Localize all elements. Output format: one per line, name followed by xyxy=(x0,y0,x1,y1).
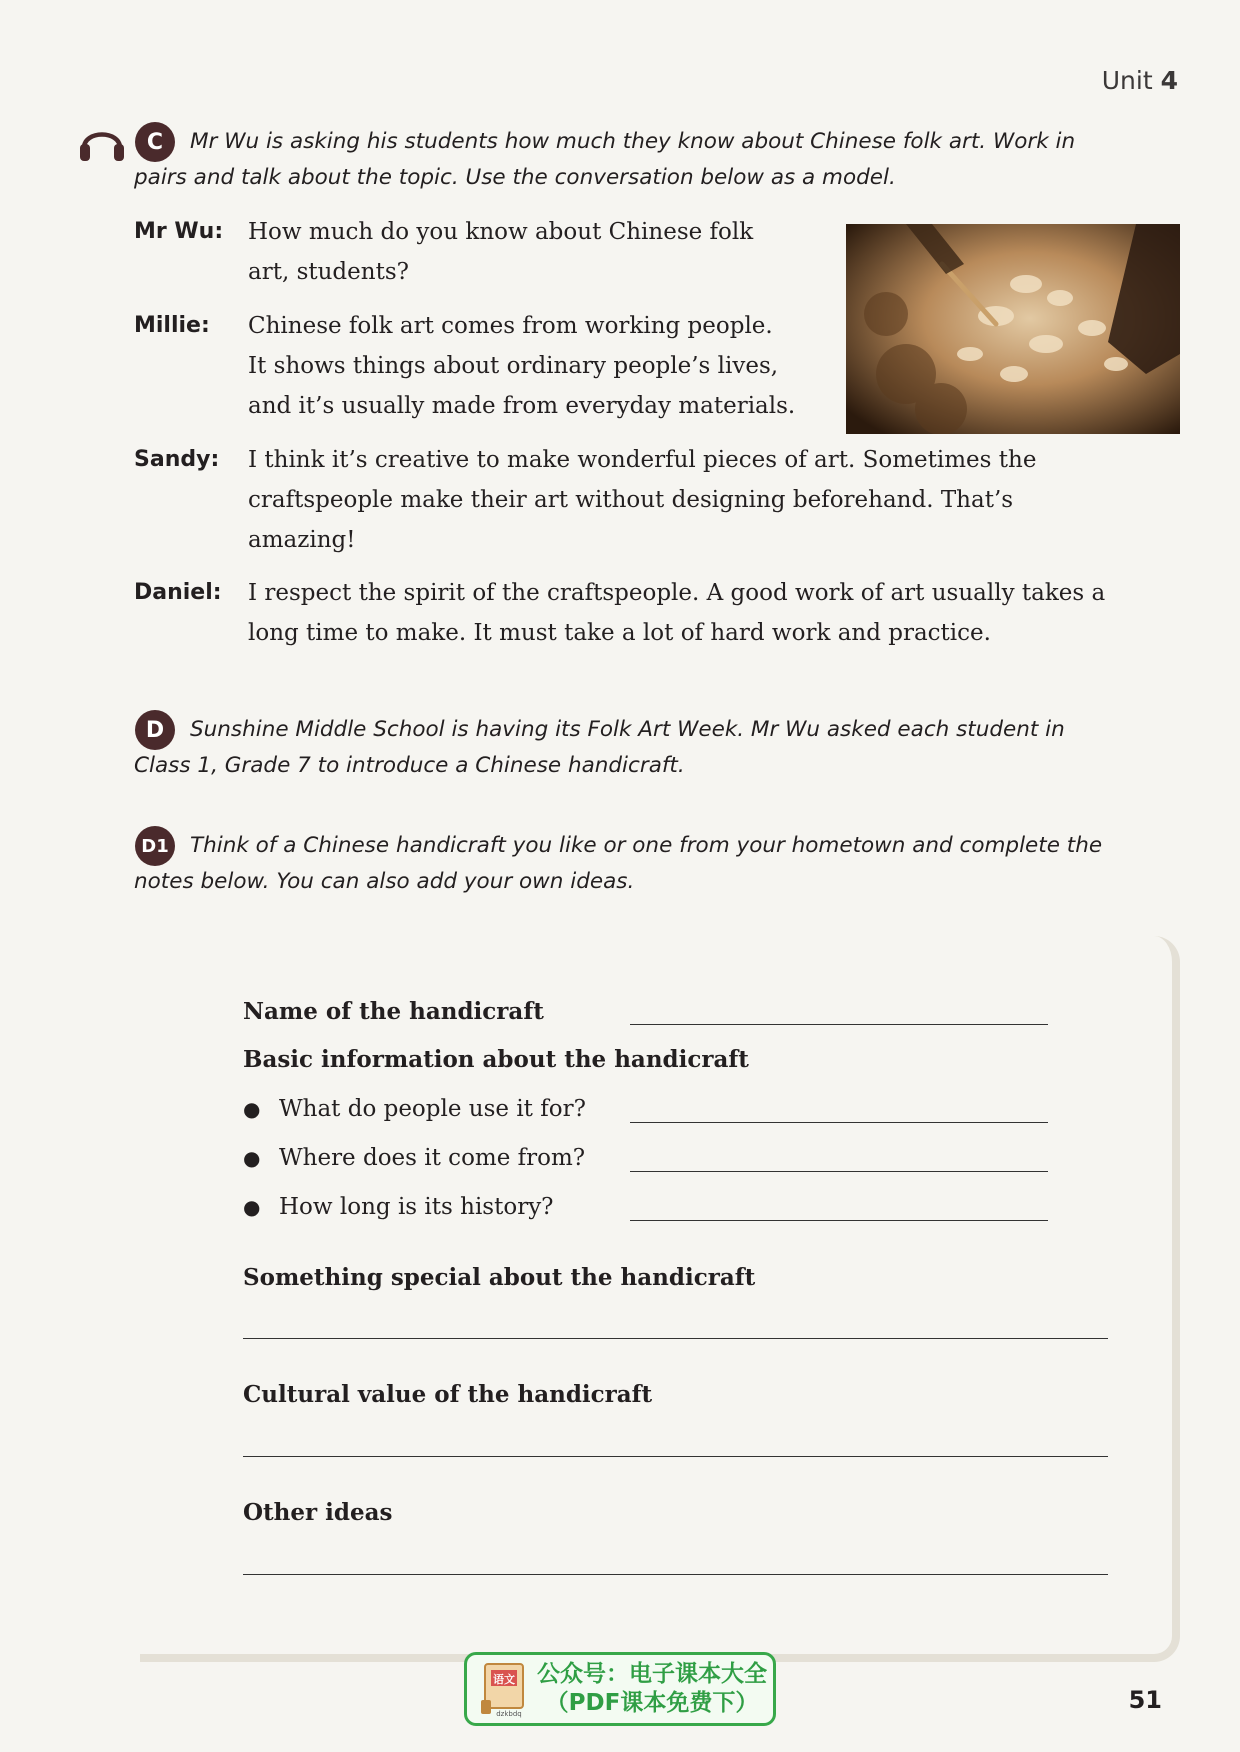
logo-text: 语文 xyxy=(493,1673,515,1686)
dialogue-line: Chinese folk art comes from working people. xyxy=(248,313,773,339)
unit-word: Unit xyxy=(1101,66,1153,95)
cultural-label: Cultural value of the handicraft xyxy=(243,1381,653,1408)
section-c-instruction-line2: pairs and talk about the topic. Use the conversation below as a model. xyxy=(134,165,896,190)
other-label: Other ideas xyxy=(243,1499,393,1526)
watermark-badge xyxy=(464,1652,776,1726)
unit-label xyxy=(1102,66,1178,95)
page-number: 51 xyxy=(1128,1686,1162,1714)
question-text: Where does it come from? xyxy=(279,1145,586,1171)
basic-info-label: Basic information about the handicraft xyxy=(243,1046,749,1073)
dialogue-line: amazing! xyxy=(248,527,356,553)
notes-box xyxy=(140,936,1180,1662)
special-label: Something special about the handicraft xyxy=(243,1264,756,1291)
name-blank[interactable] xyxy=(630,1024,1048,1025)
headphones-icon xyxy=(78,118,126,164)
cultural-blank[interactable] xyxy=(243,1456,1108,1457)
wood-carving-photo xyxy=(846,224,1180,434)
section-d1-instruction xyxy=(134,828,1174,900)
speaker-sandy: Sandy: xyxy=(134,447,220,472)
speaker-daniel: Daniel: xyxy=(134,580,222,605)
watermark-text xyxy=(531,1660,773,1718)
dialogue-line: art, students? xyxy=(248,259,409,285)
other-blank[interactable] xyxy=(243,1574,1108,1575)
question-history: ● How long is its history? xyxy=(243,1194,554,1220)
dialogue-line: It shows things about ordinary people’s lives, xyxy=(248,353,779,379)
use-blank[interactable] xyxy=(630,1122,1048,1123)
section-c-badge: C xyxy=(135,122,175,162)
unit-number: 4 xyxy=(1160,66,1178,95)
section-d-badge: D xyxy=(135,710,175,750)
question-use: ● What do people use it for? xyxy=(243,1096,586,1122)
dialogue-line: I think it’s creative to make wonderful pieces of art. Sometimes the xyxy=(248,447,1037,473)
dialogue-line: and it’s usually made from everyday materials. xyxy=(248,393,796,419)
name-label: Name of the handicraft xyxy=(243,998,544,1025)
speaker-mr-wu: Mr Wu: xyxy=(134,219,224,244)
section-d-instruction-line1: Sunshine Middle School is having its Folk Art Week. Mr Wu asked each student in xyxy=(190,717,1065,742)
watermark-line1: 公众号：电子课本大全 xyxy=(537,1661,767,1687)
question-text: How long is its history? xyxy=(279,1194,554,1220)
dialogue-line: I respect the spirit of the craftspeople. A good work of art usually takes a xyxy=(248,580,1106,606)
section-c-instruction xyxy=(134,124,1174,196)
dialogue-line: craftspeople make their art without designing beforehand. That’s xyxy=(248,487,1014,513)
speaker-millie: Millie: xyxy=(134,313,210,338)
section-d-instruction-line2: Class 1, Grade 7 to introduce a Chinese handicraft. xyxy=(134,753,685,778)
book-logo-icon xyxy=(479,1660,531,1718)
section-d-instruction xyxy=(134,712,1174,784)
origin-blank[interactable] xyxy=(630,1171,1048,1172)
section-c-instruction-line1: Mr Wu is asking his students how much they know about Chinese folk art. Work in xyxy=(190,129,1076,154)
watermark-line2: （PDF课本免费下） xyxy=(545,1690,759,1716)
dialogue-line: How much do you know about Chinese folk xyxy=(248,219,754,245)
dialogue-line: long time to make. It must take a lot of hard work and practice. xyxy=(248,620,991,646)
section-d1-instruction-line2: notes below. You can also add your own ideas. xyxy=(134,869,635,894)
section-d1-badge: D1 xyxy=(135,826,175,866)
special-blank[interactable] xyxy=(243,1338,1108,1339)
section-d1-instruction-line1: Think of a Chinese handicraft you like or one from your hometown and complete the xyxy=(190,833,1103,858)
question-text: What do people use it for? xyxy=(279,1096,586,1122)
history-blank[interactable] xyxy=(630,1220,1048,1221)
logo-small-text: dzkbdq xyxy=(496,1710,522,1718)
question-origin: ● Where does it come from? xyxy=(243,1145,586,1171)
